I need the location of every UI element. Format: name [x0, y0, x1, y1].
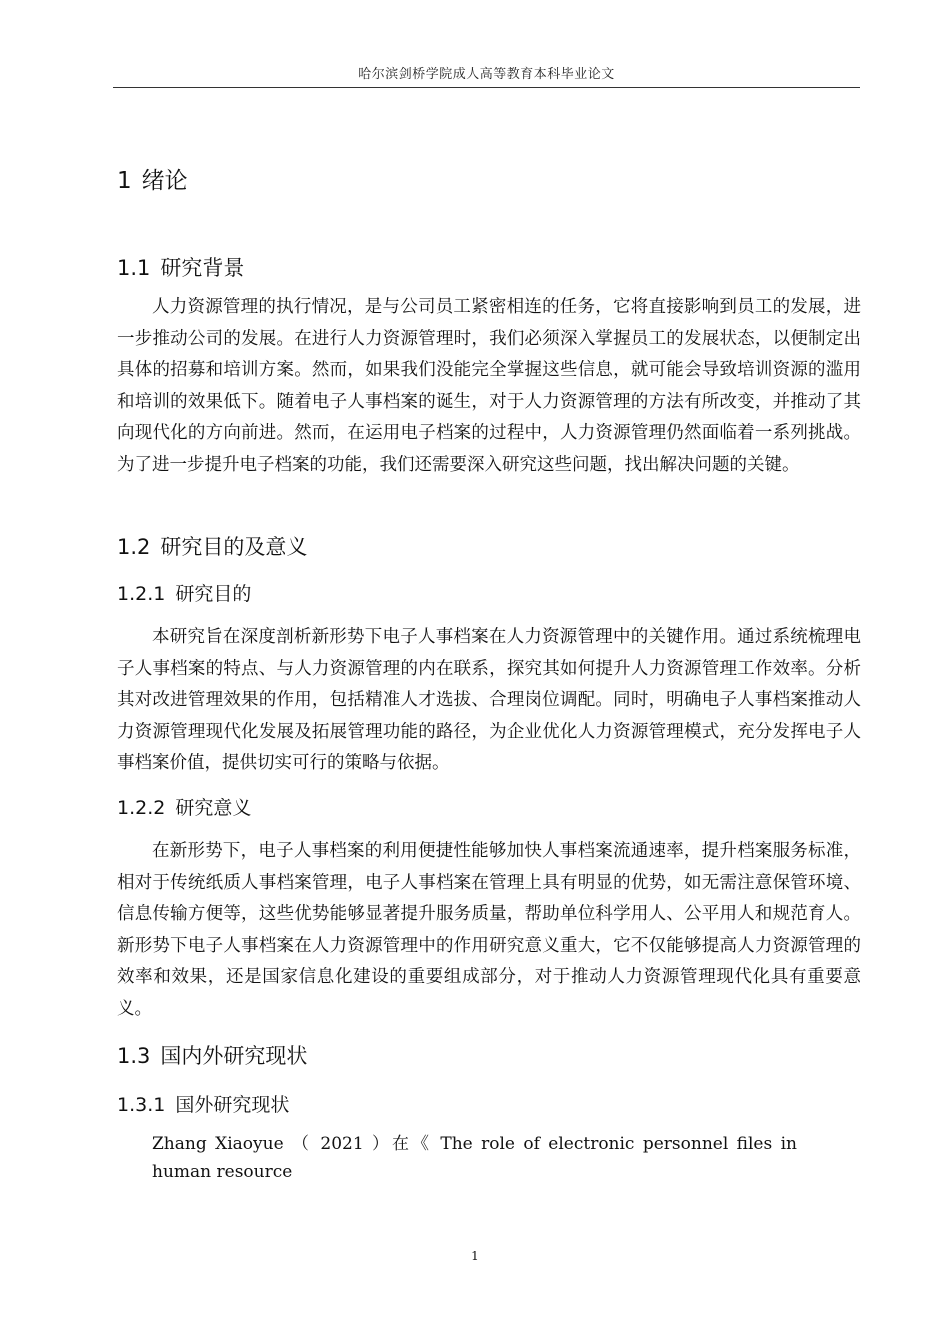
header-divider [113, 87, 860, 88]
subsection-heading-1-2-2 [117, 793, 251, 820]
subsection-heading-1-3-1 [117, 1090, 289, 1117]
section-title: 研究目的及意义 [160, 535, 308, 559]
running-header: 哈尔滨剑桥学院成人高等教育本科毕业论文 [358, 67, 615, 82]
chapter-number: 1 [117, 168, 132, 194]
page-number: 1 [471, 1249, 479, 1263]
chapter-heading [117, 162, 188, 195]
chapter-title: 绪论 [141, 168, 188, 194]
section-number: 1.2 [117, 535, 151, 559]
paragraph-background: 人力资源管理的执行情况，是与公司员工紧密相连的任务，它将直接影响到员工的发展，进一步推动公司的发展。在进行人力资源管理时，我们必须深入掌握员工的发展状态，以便制定出具体的招募和培训方案。然而，如果我们没能完全掌握这些信息，就可能会导致培训资源的滥用和培训的效果低下。随着电子人事档案的诞生，对于人力资源管理的方法有所改变，并推动了其向现代化的方向前进。然而，在运用电子档案的过程中，人力资源管理仍然面临着一系列挑战。为了进一步提升电子档案的功能，我们还需要深入研究这些问题，找出解决问题的关键。 [117, 297, 861, 475]
section-title: 国内外研究现状 [160, 1044, 308, 1068]
subsection-title: 研究目的 [175, 583, 252, 605]
subsection-number: 1.3.1 [117, 1094, 166, 1116]
section-heading-1-3 [117, 1040, 307, 1070]
subsection-number: 1.2.1 [117, 583, 166, 605]
subsection-heading-1-2-1 [117, 579, 251, 606]
paragraph-purpose: 本研究旨在深度剖析新形势下电子人事档案在人力资源管理中的关键作用。通过系统梳理电子人事档案的特点、与人力资源管理的内在联系，探究其如何提升人力资源管理工作效率。分析其对改进管理效果的作用，包括精准人才选拔、合理岗位调配。同时，明确电子人事档案推动人力资源管理现代化发展及拓展管理功能的路径，为企业优化人力资源管理模式，充分发挥电子人事档案价值，提供切实可行的策略与依据。 [117, 627, 861, 773]
section-number: 1.3 [117, 1044, 151, 1068]
subsection-title: 国外研究现状 [175, 1094, 290, 1116]
section-number: 1.1 [117, 256, 151, 280]
section-title: 研究背景 [160, 256, 245, 280]
paragraph-foreign-research: Zhang Xiaoyue （ 2021 ）在《 The role of electronic personnel files in human resource [152, 1134, 797, 1182]
section-heading-1-1 [117, 252, 244, 282]
paragraph-significance: 在新形势下，电子人事档案的利用便捷性能够加快人事档案流通速率，提升档案服务标准，相对于传统纸质人事档案管理，电子人事档案在管理上具有明显的优势，如无需注意保管环境、信息传输方便等，这些优势能够显著提升服务质量，帮助单位科学用人、公平用人和规范育人。新形势下电子人事档案在人力资源管理中的作用研究意义重大，它不仅能够提高人力资源管理的效率和效果，还是国家信息化建设的重要组成部分，对于推动人力资源管理现代化具有重要意义。 [117, 841, 861, 1019]
subsection-number: 1.2.2 [117, 797, 166, 819]
subsection-title: 研究意义 [175, 797, 252, 819]
section-heading-1-2 [117, 531, 307, 561]
